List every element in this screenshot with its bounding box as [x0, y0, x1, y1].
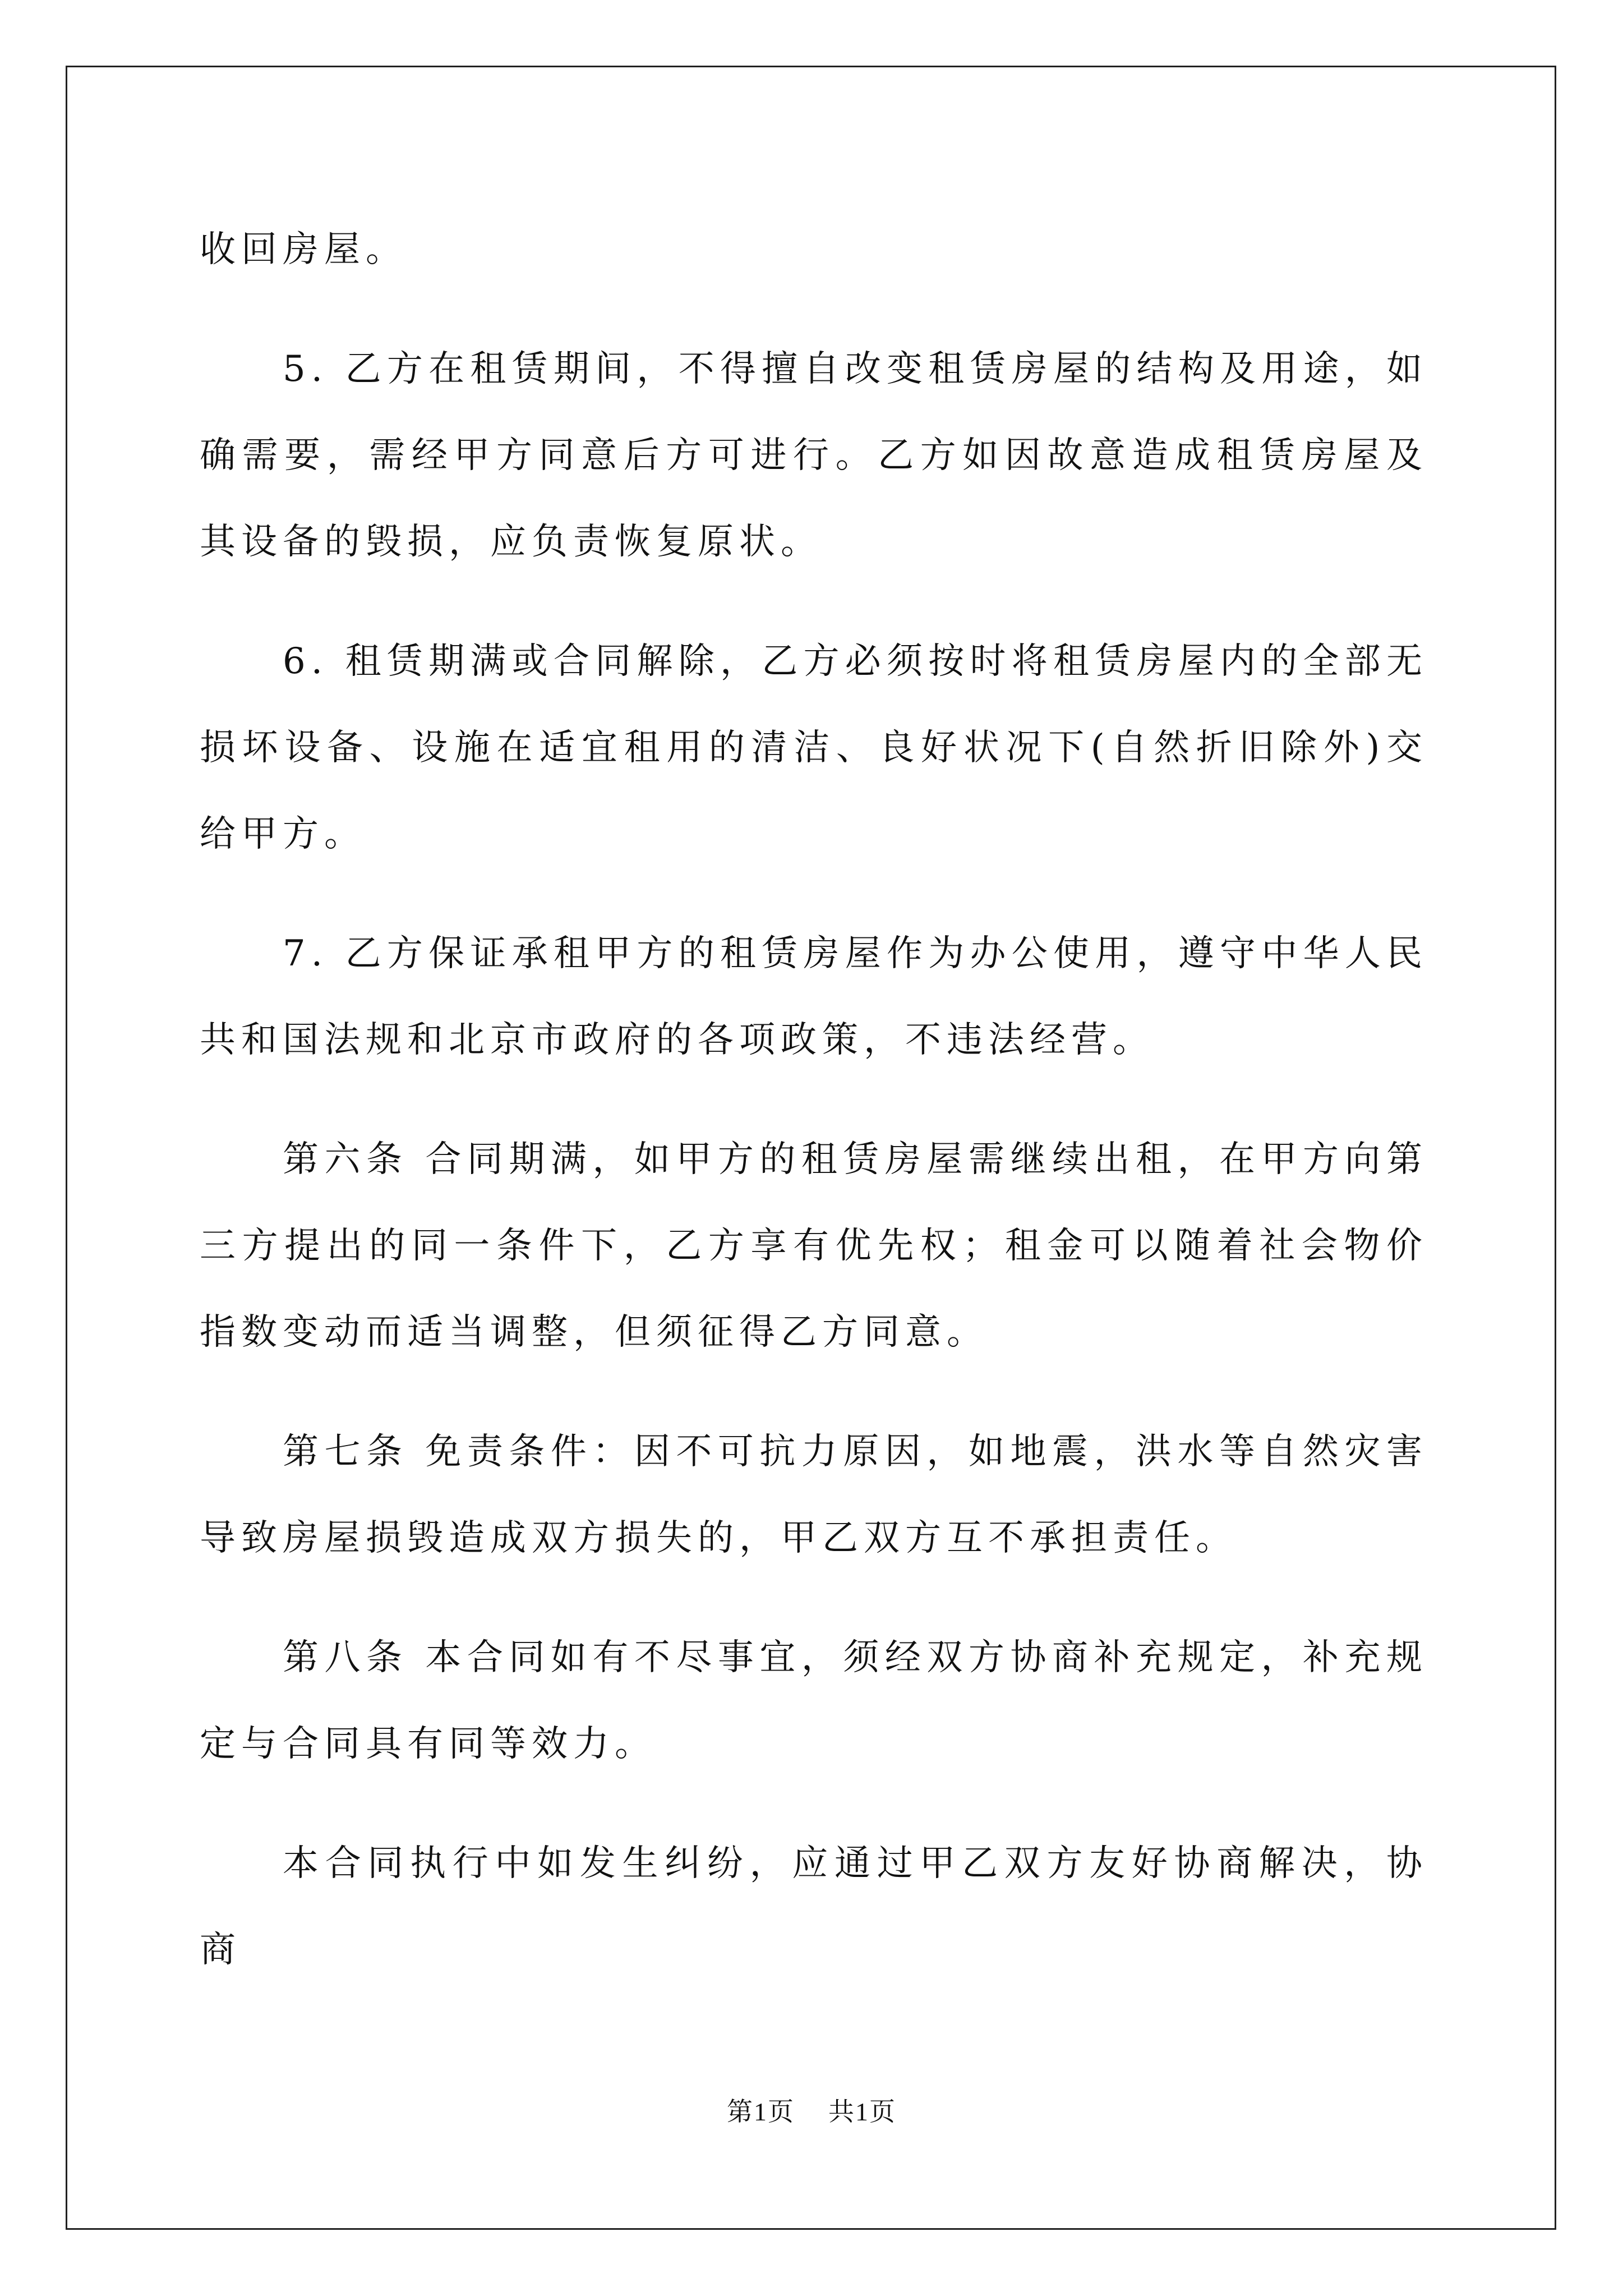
- paragraph-continuation: 收回房屋。: [200, 229, 407, 270]
- paragraph-article-6: 第六条 合同期满，如甲方的租赁房屋需继续出租，在甲方向第三方提出的同一条件下，乙方享有优先权；租金可以随着社会物价指数变动而适当调整，但须征得乙方同意。: [200, 1139, 1428, 1353]
- page-footer: [0, 2091, 1623, 2128]
- paragraph-clause-6: 6. 租赁期满或合同解除，乙方必须按时将租赁房屋内的全部无损坏设备、设施在适宜租用的清洁、良好状况下(自然折旧除外)交给甲方。: [200, 641, 1428, 855]
- paragraph-article-7: 第七条 免责条件：因不可抗力原因，如地震，洪水等自然灾害导致房屋损毁造成双方损失的，甲乙双方互不承担责任。: [200, 1431, 1428, 1559]
- paragraph-article-8: 第八条 本合同如有不尽事宜，须经双方协商补充规定，补充规定与合同具有同等效力。: [200, 1637, 1428, 1765]
- page-total: 共1页: [828, 2097, 896, 2126]
- document-body: [200, 206, 1428, 2026]
- page-number: 第1页: [727, 2097, 795, 2126]
- paragraph-clause-7: 7. 乙方保证承租甲方的租赁房屋作为办公使用，遵守中华人民共和国法规和北京市政府的各项政策，不违法经营。: [200, 933, 1428, 1061]
- paragraph-clause-5: 5. 乙方在租赁期间，不得擅自改变租赁房屋的结构及用途，如确需要，需经甲方同意后方可进行。乙方如因故意造成租赁房屋及其设备的毁损，应负责恢复原状。: [200, 348, 1428, 563]
- paragraph-dispute: 本合同执行中如发生纠纷，应通过甲乙双方友好协商解决，协商: [200, 1843, 1428, 1971]
